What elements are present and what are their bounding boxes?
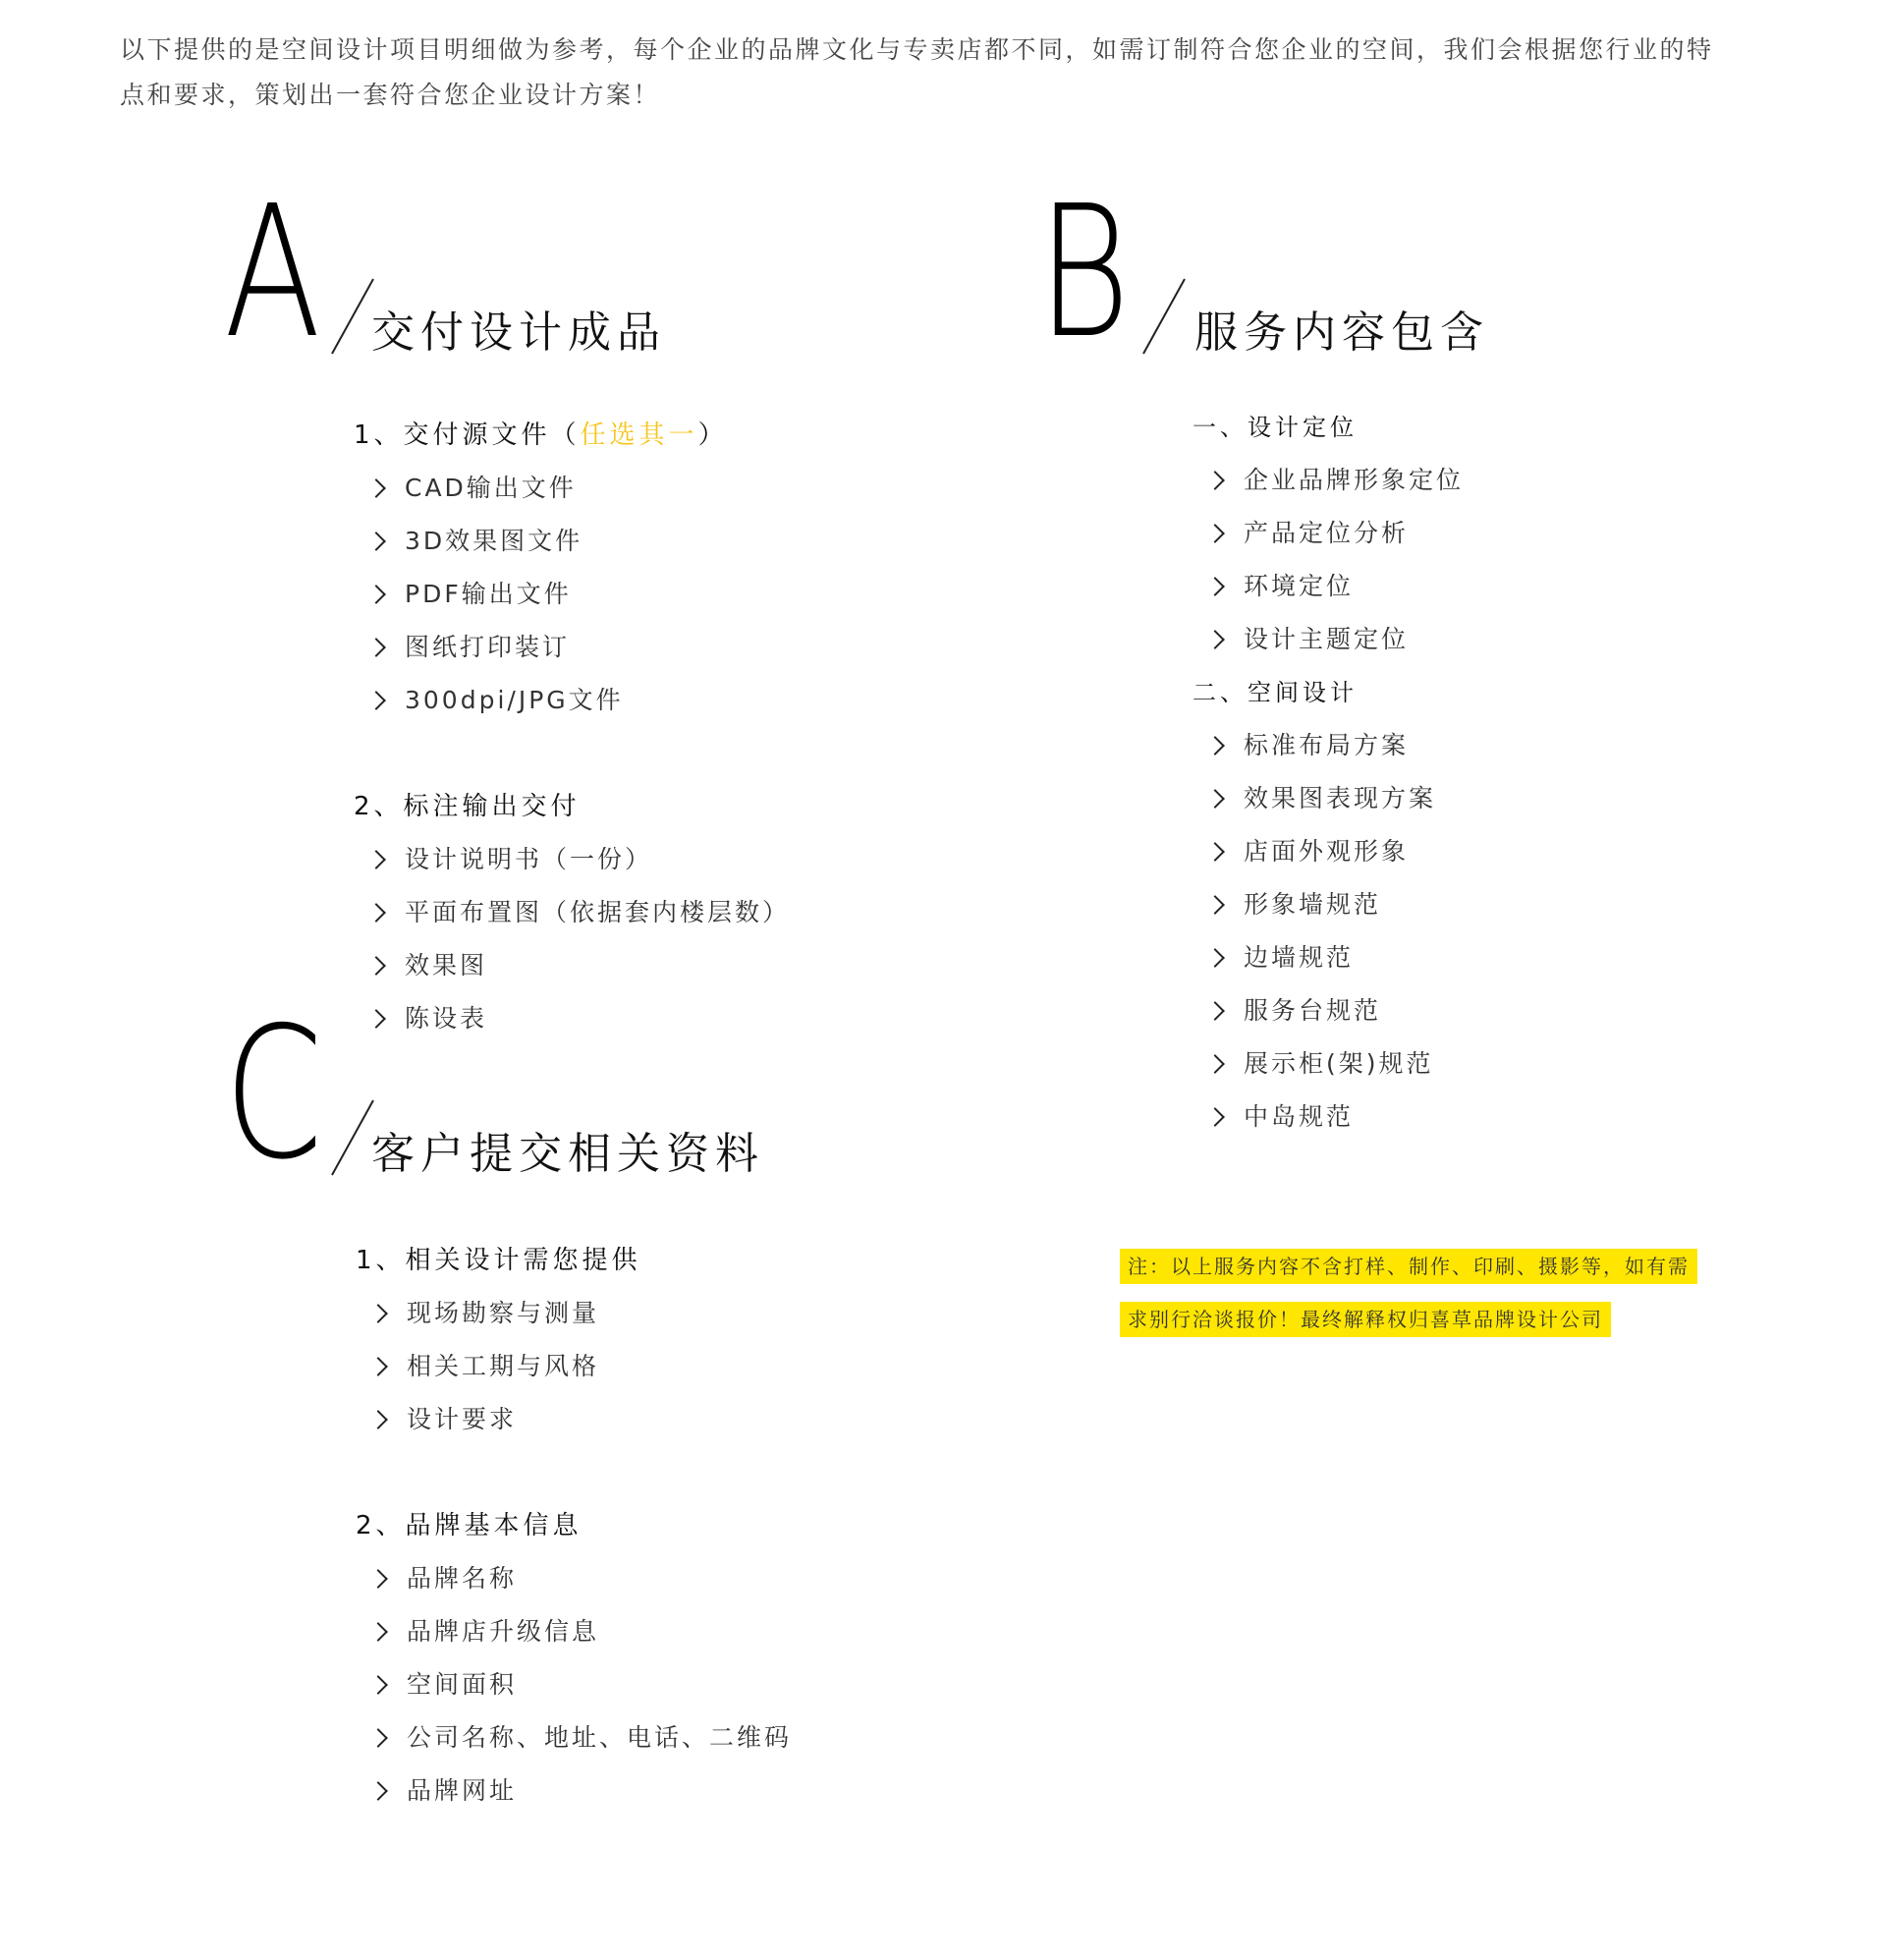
chevron-right-icon — [366, 638, 386, 657]
chevron-right-icon — [368, 1357, 388, 1376]
chevron-right-icon — [366, 850, 386, 869]
list-item: 平面布置图（依据套内楼层数） — [354, 886, 790, 939]
section-b-group2-title: 二、空间设计 — [1193, 679, 1358, 706]
intro-line-2: 点和要求，策划出一套符合您企业设计方案！ — [120, 81, 661, 109]
section-c-group1-title: 1、相关设计需您提供 — [356, 1246, 641, 1275]
list-item: 相关工期与风格 — [356, 1340, 792, 1393]
optional-choice-note: 任选其一 — [580, 420, 698, 450]
chevron-right-icon — [1205, 1054, 1225, 1074]
chevron-right-icon — [366, 691, 386, 710]
list-item: 形象墙规范 — [1193, 878, 1464, 931]
section-c-group2-title: 2、品牌基本信息 — [356, 1511, 582, 1540]
slash-divider-icon — [328, 1098, 377, 1177]
chevron-right-icon — [368, 1622, 388, 1642]
list-item: 企业品牌形象定位 — [1193, 454, 1464, 507]
section-c-letter: C — [224, 987, 323, 1200]
chevron-right-icon — [1205, 789, 1225, 809]
list-item: 公司名称、地址、电话、二维码 — [356, 1711, 792, 1764]
list-item: 效果图 — [354, 939, 790, 992]
chevron-right-icon — [366, 956, 386, 976]
chevron-right-icon — [366, 585, 386, 604]
chevron-right-icon — [368, 1410, 388, 1429]
list-item: CAD输出文件 — [354, 462, 790, 515]
section-c-title: 客户提交相关资料 — [371, 1129, 764, 1179]
chevron-right-icon — [1205, 1107, 1225, 1127]
section-a-group2-title: 2、标注输出交付 — [354, 792, 581, 821]
section-a-header — [224, 166, 813, 378]
list-item: 展示柜(架)规范 — [1193, 1037, 1464, 1091]
section-b-letter: B — [1037, 166, 1131, 378]
list-item: 空间面积 — [356, 1658, 792, 1711]
list-item: 产品定位分析 — [1193, 507, 1464, 560]
list-item: PDF输出文件 — [354, 568, 790, 621]
list-item: 标准布局方案 — [1193, 719, 1464, 772]
intro-line-1: 以下提供的是空间设计项目明细做为参考，每个企业的品牌文化与专卖店都不同，如需订制符合您企业的空间，我们会根据您行业的特 — [120, 35, 1714, 64]
list-item: 中岛规范 — [1193, 1091, 1464, 1144]
chevron-right-icon — [368, 1569, 388, 1589]
intro-paragraph — [120, 28, 1829, 118]
list-item: 设计要求 — [356, 1393, 792, 1446]
section-b-header — [1037, 166, 1725, 378]
list-item: 品牌名称 — [356, 1552, 792, 1605]
chevron-right-icon — [1205, 524, 1225, 543]
chevron-right-icon — [368, 1728, 388, 1748]
note-line-1: 注：以上服务内容不含打样、制作、印刷、摄影等，如有需 — [1120, 1249, 1697, 1284]
list-item: 3D效果图文件 — [354, 515, 790, 568]
section-b-list — [1193, 401, 1464, 1144]
chevron-right-icon — [1205, 736, 1225, 756]
chevron-right-icon — [1205, 842, 1225, 862]
section-b-group1-title: 一、设计定位 — [1193, 414, 1358, 441]
section-a-title: 交付设计成品 — [371, 308, 666, 358]
section-c-list — [356, 1234, 792, 1818]
section-a-group1-title: 1、交付源文件（任选其一） — [354, 420, 728, 450]
list-item: 300dpi/JPG文件 — [354, 674, 790, 727]
chevron-right-icon — [1205, 1001, 1225, 1021]
slash-divider-icon — [1139, 277, 1189, 356]
chevron-right-icon — [368, 1781, 388, 1801]
chevron-right-icon — [366, 1009, 386, 1029]
list-item: 品牌网址 — [356, 1764, 792, 1818]
list-item: 环境定位 — [1193, 560, 1464, 613]
section-b-title: 服务内容包含 — [1194, 308, 1489, 358]
chevron-right-icon — [1205, 895, 1225, 915]
list-item: 服务台规范 — [1193, 984, 1464, 1037]
list-item: 边墙规范 — [1193, 931, 1464, 984]
list-item: 效果图表现方案 — [1193, 772, 1464, 825]
chevron-right-icon — [1205, 577, 1225, 596]
chevron-right-icon — [366, 478, 386, 498]
chevron-right-icon — [1205, 948, 1225, 968]
chevron-right-icon — [368, 1304, 388, 1323]
list-item: 图纸打印装订 — [354, 621, 790, 674]
list-item: 现场勘察与测量 — [356, 1287, 792, 1340]
chevron-right-icon — [366, 532, 386, 551]
list-item: 店面外观形象 — [1193, 825, 1464, 878]
list-item: 陈设表 — [354, 992, 790, 1045]
slash-divider-icon — [328, 277, 377, 356]
section-a-list — [354, 409, 790, 1045]
note-line-2: 求别行洽谈报价！最终解释权归喜草品牌设计公司 — [1120, 1302, 1611, 1337]
chevron-right-icon — [1205, 471, 1225, 490]
disclaimer-note — [1120, 1240, 1697, 1346]
chevron-right-icon — [1205, 630, 1225, 649]
list-item: 设计主题定位 — [1193, 613, 1464, 666]
chevron-right-icon — [368, 1675, 388, 1695]
section-a-letter: A — [224, 166, 321, 378]
list-item: 设计说明书（一份） — [354, 833, 790, 886]
chevron-right-icon — [366, 903, 386, 923]
list-item: 品牌店升级信息 — [356, 1605, 792, 1658]
